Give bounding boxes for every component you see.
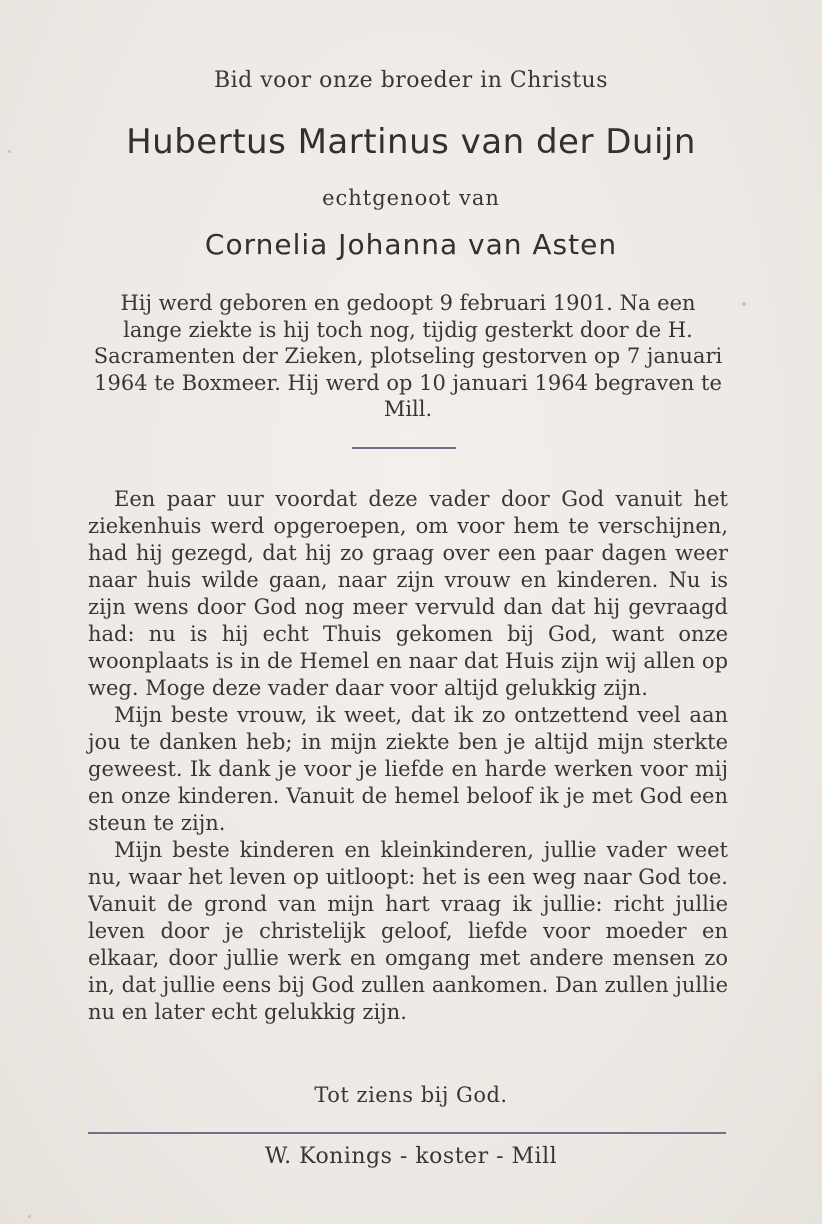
spouse-name: Cornelia Johanna van Asten: [204, 228, 618, 261]
paper-spot: [742, 302, 746, 306]
biography: Hij werd geboren en gedoopt 9 februari 1901. Na een lange ziekte is hij toch nog, tijdig gesterkt door de H. Sacramenten der Zieken, plotseling gestorven op 7 januari 1964 te Boxmeer. Hij werd op 10 januari 1964 begraven te Mill.: [93, 291, 723, 421]
closing-line: Tot ziens bij God.: [314, 1083, 508, 1107]
printer-credit: W. Konings - koster - Mill: [264, 1144, 558, 1169]
prayer-intro: Bid voor onze broeder in Christus: [213, 68, 609, 93]
spouse-label: echtgenoot van: [322, 186, 500, 210]
divider-short: [352, 447, 456, 449]
paper-spot: [28, 1215, 31, 1218]
divider-long: [88, 1132, 726, 1134]
paragraph-children: Mijn beste kinderen en kleinkinderen, jullie vader weet nu, waar het leven op uitloopt: het is een weg naar God toe. Vanuit de grond van mijn hart vraag ik jullie: richt jullie leven door je christelijk geloof, liefde voor moeder en elkaar, door jullie werk en omgang met andere mensen zo in, dat jullie eens bij God zullen aankomen. Dan zullen jullie nu en later echt gelukkig zijn.: [88, 838, 728, 1024]
deceased-name: Hubertus Martinus van der Duijn: [126, 122, 696, 162]
paragraph-father: Een paar uur voordat deze vader door God vanuit het ziekenhuis werd opgeroepen, om voor hem te verschijnen, had hij gezegd, dat hij zo graag over een paar dagen weer naar huis wilde gaan, naar zijn vrouw en kinderen. Nu is zijn wens door God nog meer vervuld dan dat hij gevraagd had: nu is hij echt Thuis gekomen bij God, want onze woonplaats is in de Hemel en naar dat Huis zijn wij allen op weg. Moge deze vader daar voor altijd gelukkig zijn.: [88, 487, 729, 700]
memorial-text: [88, 486, 728, 1026]
paragraph-wife: Mijn beste vrouw, ik weet, dat ik zo ontzettend veel aan jou te danken heb; in mijn ziekte ben je altijd mijn sterkte geweest. Ik dank je voor je liefde en harde werken voor mij en onze kinderen. Vanuit de hemel beloof ik je met God een steun te zijn.: [88, 703, 728, 835]
